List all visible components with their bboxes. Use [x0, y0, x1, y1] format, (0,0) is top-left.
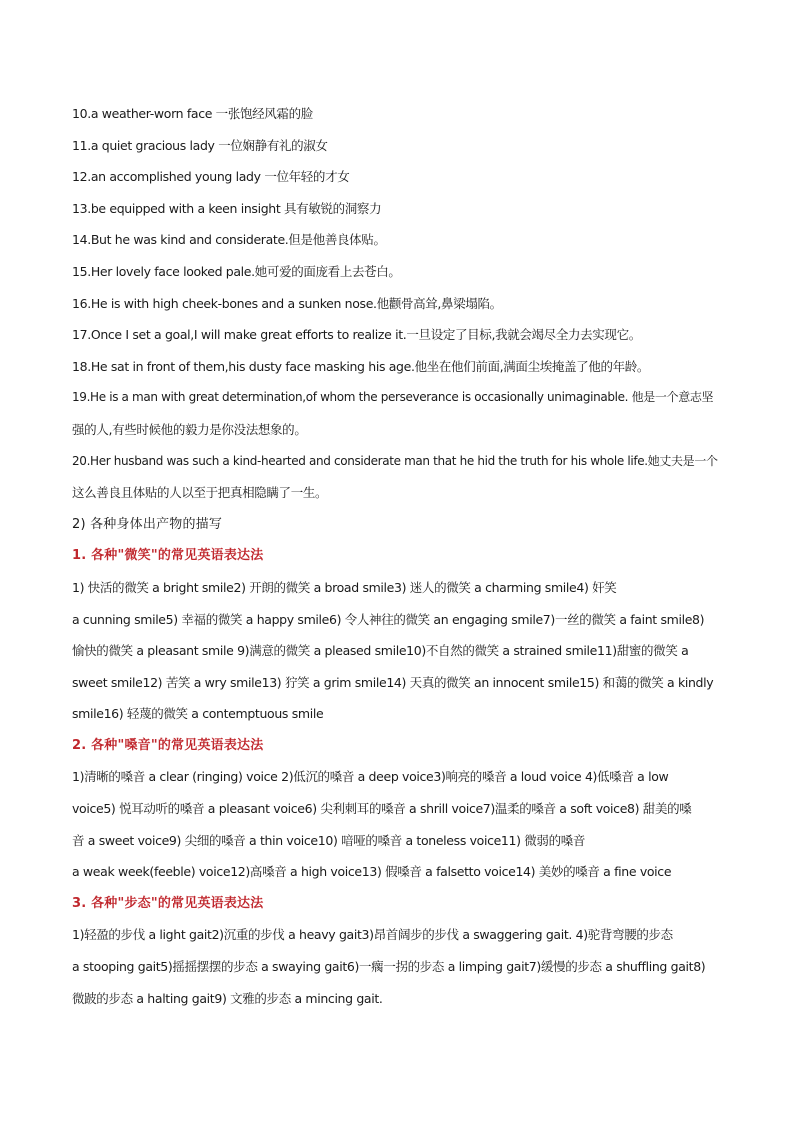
voice-heading: 2. 各种"嗓音"的常见英语表达法 — [72, 737, 264, 753]
sentence-20-line-2: 这么善良且体贴的人以至于把真相隐瞒了一生。 — [72, 485, 328, 501]
sentence-20-line-1: 20.Her husband was such a kind-hearted and considerate man that he hid the truth for his whole life.她丈夫是一个 — [72, 453, 718, 468]
document-body — [72, 98, 724, 1014]
sentence-15: 15.Her lovely face looked pale.她可爱的面庞看上去苍白。 — [72, 263, 401, 279]
gait-line-2: a stooping gait5)摇摇摆摆的步态 a swaying gait6)一瘸一拐的步态 a limping gait7)缓慢的步态 a shuffling gait8) — [72, 959, 706, 975]
sentence-19-line-1: 19.He is a man with great determination,of whom the perseverance is occasionally unimaginable. 他是一个意志坚 — [72, 390, 714, 405]
voice-line-3: 音 a sweet voice9) 尖细的嗓音 a thin voice10) 喑哑的嗓音 a toneless voice11) 微弱的嗓音 — [72, 832, 586, 848]
gait-line-1: 1)轻盈的步伐 a light gait2)沉重的步伐 a heavy gait3)昂首阔步的步伐 a swaggering gait. 4)驼背弯腰的步态 — [72, 927, 673, 943]
smile-line-5: smile16) 轻蔑的微笑 a contemptuous smile — [72, 706, 324, 722]
smile-line-4: sweet smile12) 苦笑 a wry smile13) 狞笑 a grim smile14) 天真的微笑 an innocent smile15) 和蔼的微笑 a kindly — [72, 674, 714, 690]
sentence-16: 16.He is with high cheek-bones and a sunken nose.他颧骨高耸,鼻梁塌陷。 — [72, 295, 502, 311]
sentence-13: 13.be equipped with a keen insight 具有敏锐的洞察力 — [72, 200, 382, 216]
sentence-18: 18.He sat in front of them,his dusty face masking his age.他坐在他们前面,满面尘埃掩盖了他的年龄。 — [72, 358, 650, 374]
voice-line-4: a weak week(feeble) voice12)高嗓音 a high voice13) 假嗓音 a falsetto voice14) 美妙的嗓音 a fine voice — [72, 864, 672, 880]
smile-line-1: 1) 快活的微笑 a bright smile2) 开朗的微笑 a broad smile3) 迷人的微笑 a charming smile4) 奸笑 — [72, 579, 617, 595]
gait-line-3: 微跛的步态 a halting gait9) 文雅的步态 a mincing gait. — [72, 990, 383, 1006]
smile-line-3: 愉快的微笑 a pleasant smile 9)满意的微笑 a pleased smile10)不自然的微笑 a strained smile11)甜蜜的微笑 a — [72, 643, 689, 659]
sentence-10: 10.a weather-worn face 一张饱经风霜的脸 — [72, 106, 313, 121]
sentence-11: 11.a quiet gracious lady 一位娴静有礼的淑女 — [72, 137, 328, 153]
sentence-19-line-2: 强的人,有些时候他的毅力是你没法想象的。 — [72, 421, 307, 437]
gait-heading: 3. 各种"步态"的常见英语表达法 — [72, 895, 264, 911]
smile-line-2: a cunning smile5) 幸福的微笑 a happy smile6) 令人神往的微笑 an engaging smile7)一丝的微笑 a faint smile8) — [72, 611, 705, 627]
voice-line-2: voice5) 悦耳动听的嗓音 a pleasant voice6) 尖利刺耳的嗓音 a shrill voice7)温柔的嗓音 a soft voice8) 甜美的嗓 — [72, 801, 692, 817]
voice-line-1: 1)清晰的嗓音 a clear (ringing) voice 2)低沉的嗓音 a deep voice3)响亮的嗓音 a loud voice 4)低嗓音 a low — [72, 769, 669, 785]
sentence-14: 14.But he was kind and considerate.但是他善良体贴。 — [72, 232, 386, 248]
smile-heading: 1. 各种"微笑"的常见英语表达法 — [72, 548, 264, 564]
sentence-12: 12.an accomplished young lady 一位年轻的才女 — [72, 169, 350, 185]
section-2-title: 2) 各种身体出产物的描写 — [72, 516, 223, 532]
sentence-17: 17.Once I set a goal,I will make great efforts to realize it.一旦设定了目标,我就会竭尽全力去实现它。 — [72, 327, 641, 343]
